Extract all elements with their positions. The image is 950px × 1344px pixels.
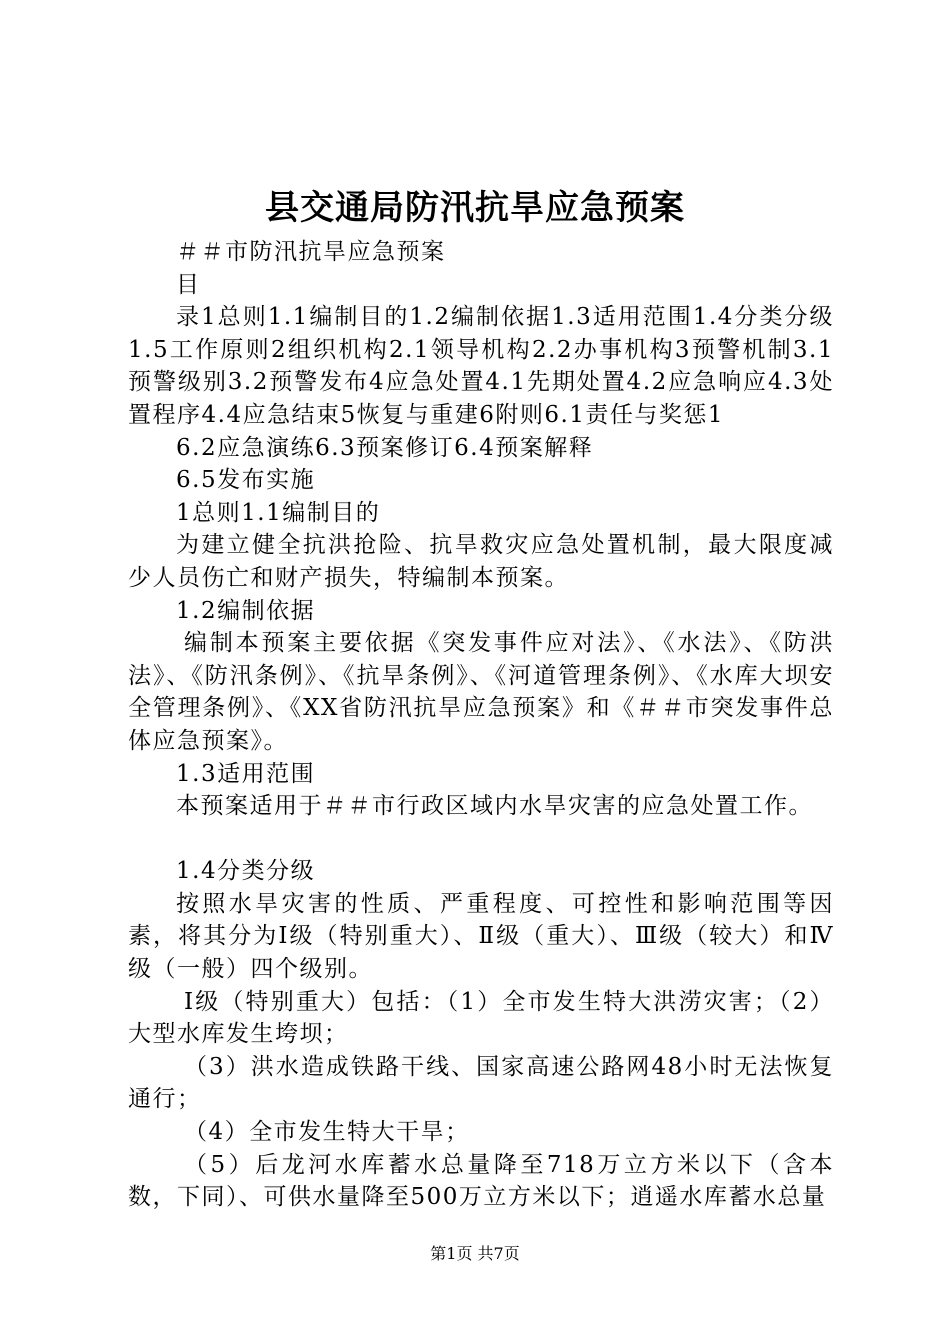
- section-heading-scope: 1.3适用范围: [176, 760, 316, 787]
- document-title: 县交通局防汛抗旱应急预案: [265, 188, 685, 228]
- document-body: [128, 236, 834, 1214]
- paragraph-toc-end: 6.5发布实施: [176, 467, 316, 494]
- section-heading-general: 1总则1.1编制目的: [176, 499, 381, 526]
- paragraph-level-one: Ⅰ级（特别重大）包括：（1）全市发生特大洪涝灾害；（2）大型水库发生垮坝；: [128, 988, 834, 1048]
- page-footer: 第1页 共7页: [430, 1244, 520, 1263]
- section-heading-classification: 1.4分类分级: [176, 858, 316, 885]
- paragraph-scope: 本预案适用于＃＃市行政区域内水旱灾害的应急处置工作。: [176, 793, 813, 820]
- paragraph-classification: 按照水旱灾害的性质、严重程度、可控性和影响范围等因素，将其分为Ⅰ级（特别重大）、Ⅱ级（重大）、Ⅲ级（较大）和Ⅳ级（一般）四个级别。: [128, 890, 834, 983]
- paragraph-purpose: 为建立健全抗洪抢险、抗旱救灾应急处置机制，最大限度减少人员伤亡和财产损失，特编制本预案。: [128, 532, 834, 591]
- paragraph-plan-name: ＃＃市防汛抗旱应急预案: [176, 239, 446, 265]
- paragraph-item-4: （4）全市发生特大干旱；: [184, 1119, 470, 1146]
- paragraph-item-5: （5）后龙河水库蓄水总量降至718万立方米以下（含本数，下同）、可供水量降至500万立方米以下；逍遥水库蓄水总量: [128, 1151, 834, 1211]
- paragraph-basis: 编制本预案主要依据《突发事件应对法》、《水法》、《防洪法》、《防汛条例》、《抗旱条例》、《河道管理条例》、《水库大坝安全管理条例》、《XX省防汛抗旱应急预案》和《＃＃市突发事件总体应急预案》。: [128, 630, 834, 754]
- paragraph-toc-heading: 目: [176, 271, 201, 298]
- paragraph-item-3: （3）洪水造成铁路干线、国家高速公路网48小时无法恢复通行；: [128, 1053, 834, 1113]
- blank-line: [128, 823, 834, 856]
- paragraph-toc: 录1总则1.1编制目的1.2编制依据1.3适用范围1.4分类分级1.5工作原则2组织机构2.1领导机构2.2办事机构3预警机制3.1预警级别3.2预警发布4应急处置4.1先期处置4.2应急响应4.3处置程序4.4应急结束5恢复与重建6附则6.1责任与奖惩1: [128, 304, 834, 428]
- section-heading-basis: 1.2编制依据: [176, 597, 316, 624]
- paragraph-toc-continued: 6.2应急演练6.3预案修订6.4预案解释: [176, 434, 594, 461]
